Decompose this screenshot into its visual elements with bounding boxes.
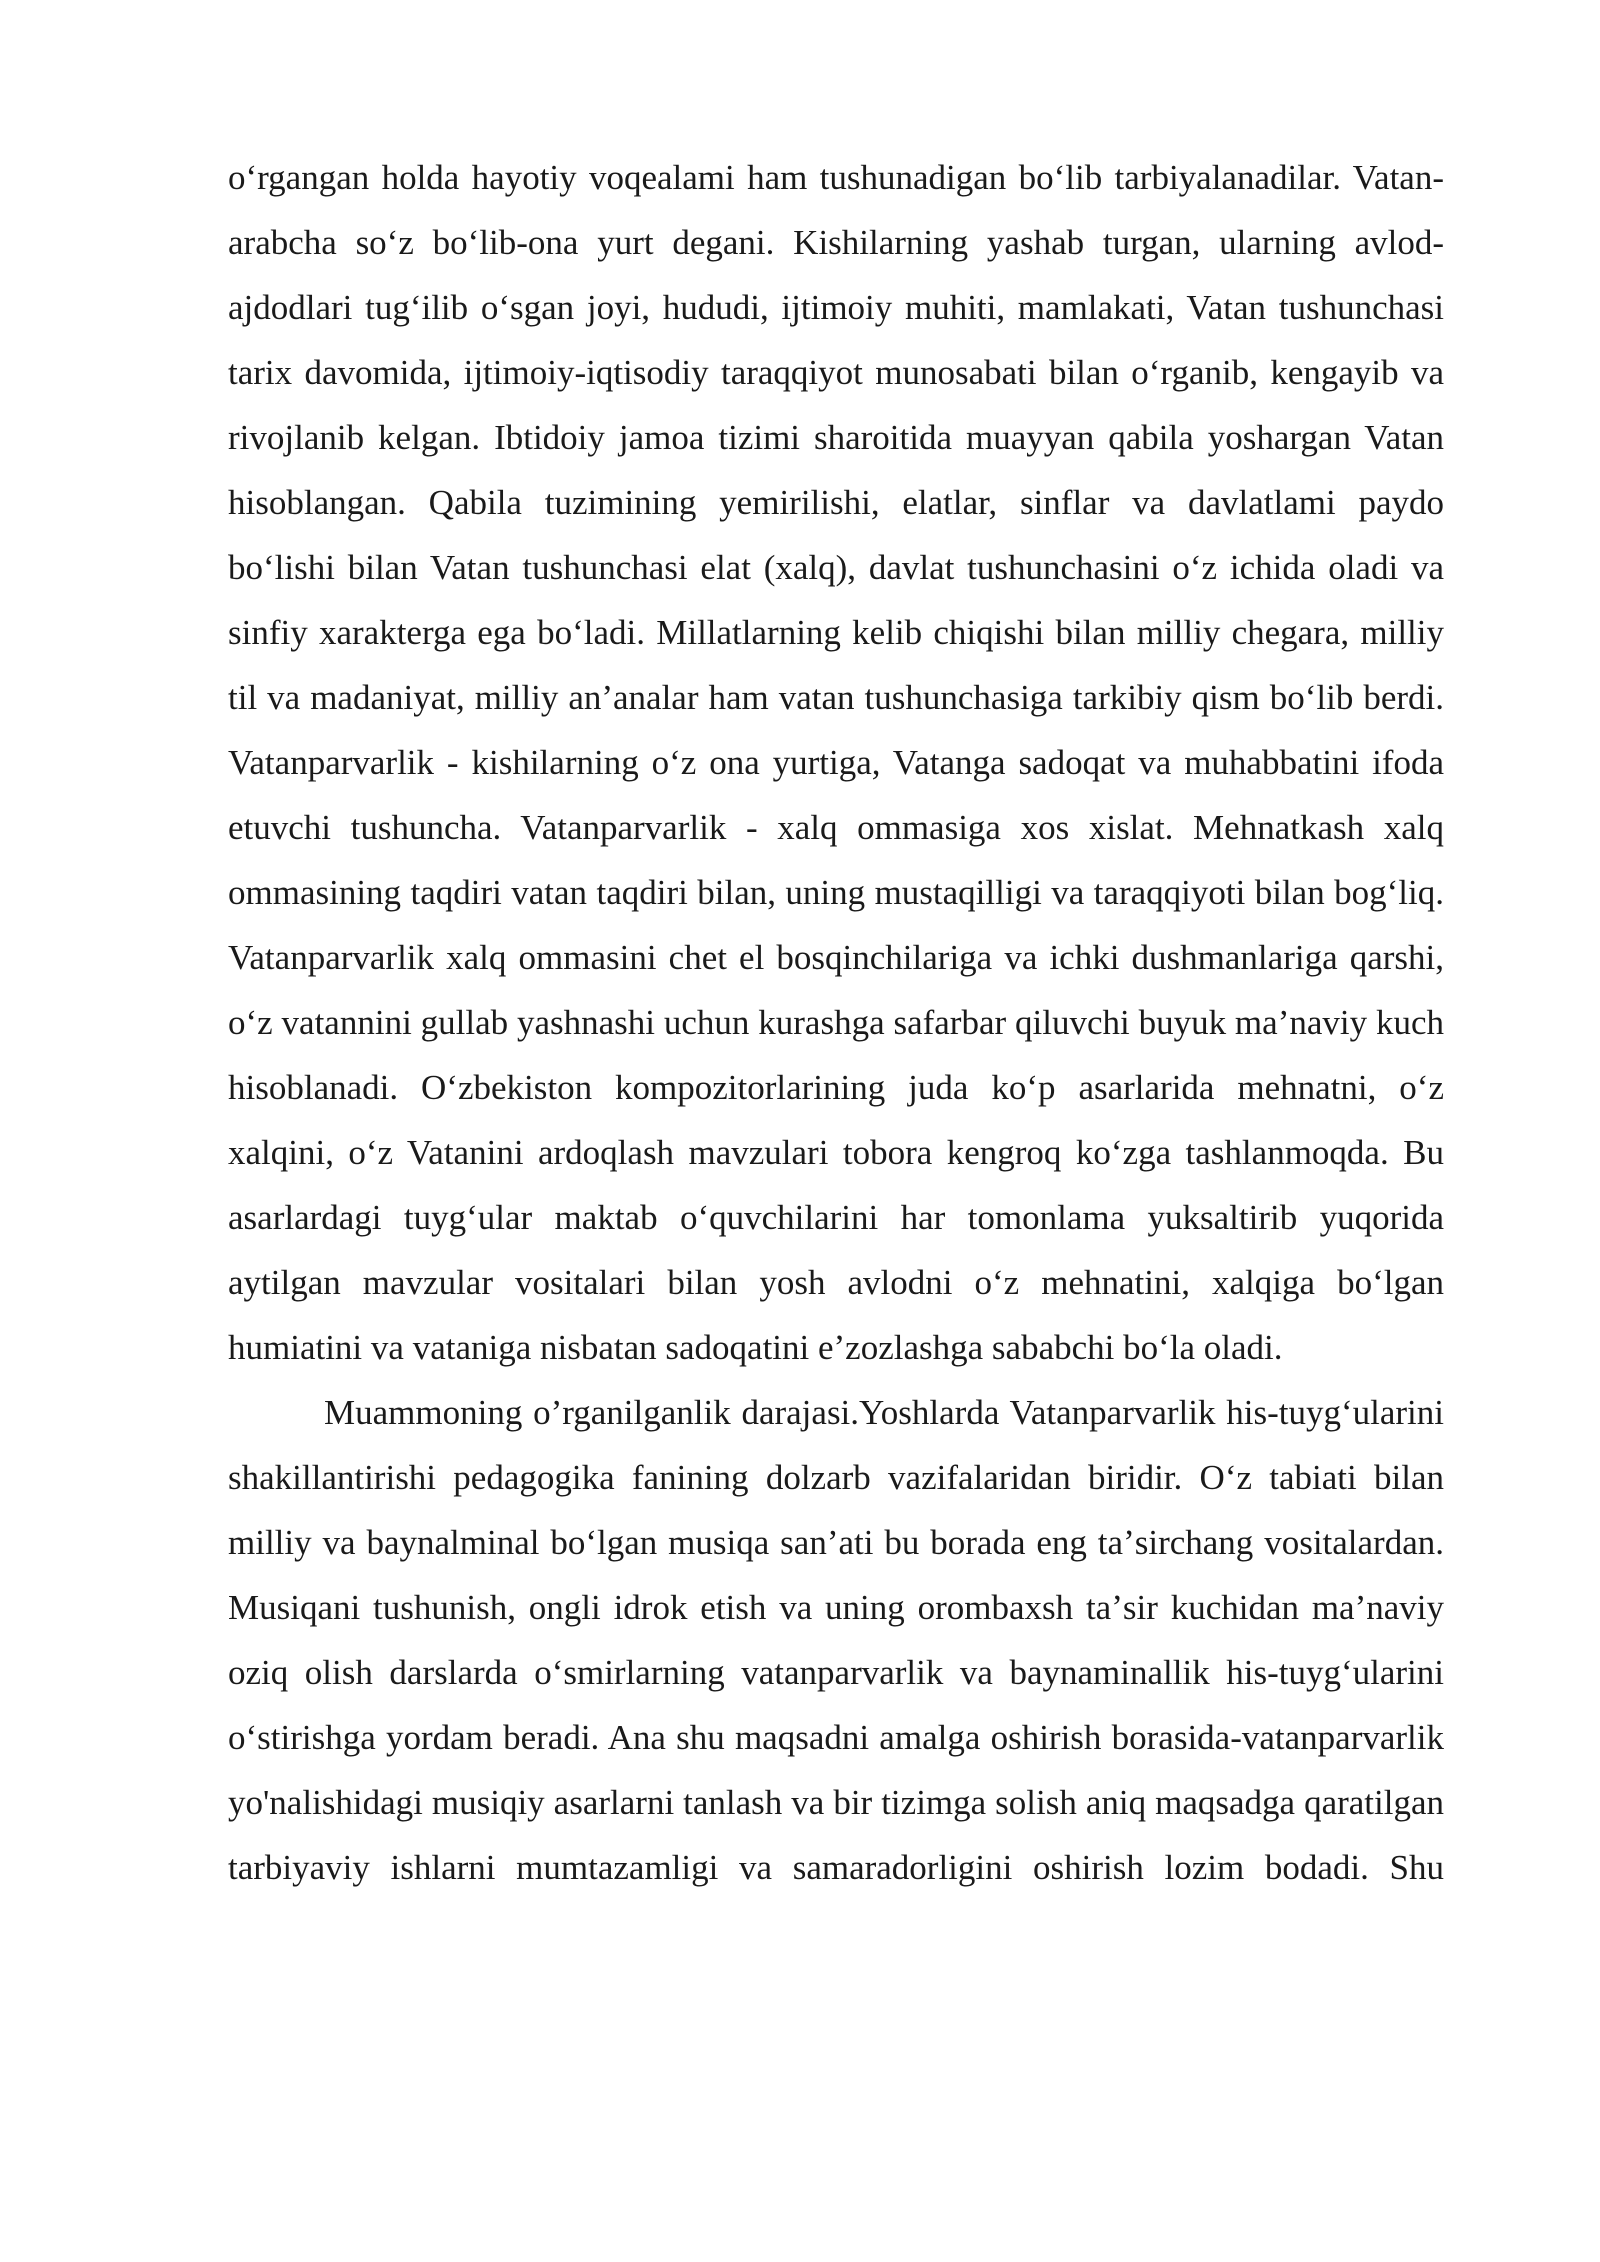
- paragraph: o‘rgangan holda hayotiy voqealami ham tushunadigan bo‘lib tarbiyalanadilar. Vatan-arabcha so‘z bo‘lib-ona yurt degani. Kishilarning yashab turgan, ularning avlod-ajdodlari tug‘ilib o‘sgan joyi, hududi, ijtimoiy muhiti, mamlakati, Vatan tushunchasi tarix davomida, ijtimoiy-iqtisodiy taraqqiyot munosabati bilan o‘rganib, kengayib va rivojlanib kelgan. Ibtidoiy jamoa tizimi sharoitida muayyan qabila yoshargan Vatan hisoblangan. Qabila tuzimining yemirilishi, elatlar, sinflar va davlatlami paydo bo‘lishi bilan Vatan tushunchasi elat (xalq), davlat tushunchasini o‘z ichida oladi va sinfiy xarakterga ega bo‘ladi. Millatlarning kelib chiqishi bilan milliy chegara, milliy til va madaniyat, milliy an’analar ham vatan tushunchasiga tarkibiy qism bo‘lib berdi. Vatanparvarlik - kishilarning o‘z ona yurtiga, Vatanga sadoqat va muhabbatini ifoda etuvchi tushuncha. Vatanparvarlik - xalq ommasiga xos xislat. Mehnatkash xalq ommasining taqdiri vatan taqdiri bilan, uning mustaqilligi va taraqqiyoti bilan bog‘liq. Vatanparvarlik xalq ommasini chet el bosqinchilariga va ichki dushmanlariga qarshi, o‘z vatannini gullab yashnashi uchun kurashga safarbar qiluvchi buyuk ma’naviy kuch hisoblanadi. O‘zbekiston kompozitorlarining juda ko‘p asarlarida mehnatni, o‘z xalqini, o‘z Vatanini ardoqlash mavzulari tobora kengroq ko‘zga tashlanmoqda. Bu asarlardagi tuyg‘ular maktab o‘quvchilarini har tomonlama yuksaltirib yuqorida aytilgan mavzular vositalari bilan yosh avlodni o‘z mehnatini, xalqiga bo‘lgan humiatini va vataniga nisbatan sadoqatini eʼzozlashga sababchi bo‘la oladi.: [228, 158, 1444, 1367]
- body-text: [228, 145, 1444, 1900]
- paragraph: Muammoning o’rganilganlik darajasi.Yoshlarda Vatanparvarlik his-tuyg‘ularini shakillantirishi pedagogika fanining dolzarb vazifalaridan biridir. O‘z tabiati bilan milliy va baynalminal bo‘lgan musiqa san’ati bu borada eng taʼsirchang vositalardan. Musiqani tushunish, ongli idrok etish va uning orombaxsh taʼsir kuchidan ma’naviy oziq olish darslarda o‘smirlarning vatanparvarlik va baynaminallik his-tuyg‘ularini o‘stirishga yordam beradi. Ana shu maqsadni amalga oshirish borasida-vatanparvarlik yo'nalishidagi musiqiy asarlarni tanlash va bir tizimga solish aniq maqsadga qaratilgan tarbiyaviy ishlarni mumtazamligi va samaradorligini oshirish lozim bodadi. Shu: [228, 1393, 1444, 1887]
